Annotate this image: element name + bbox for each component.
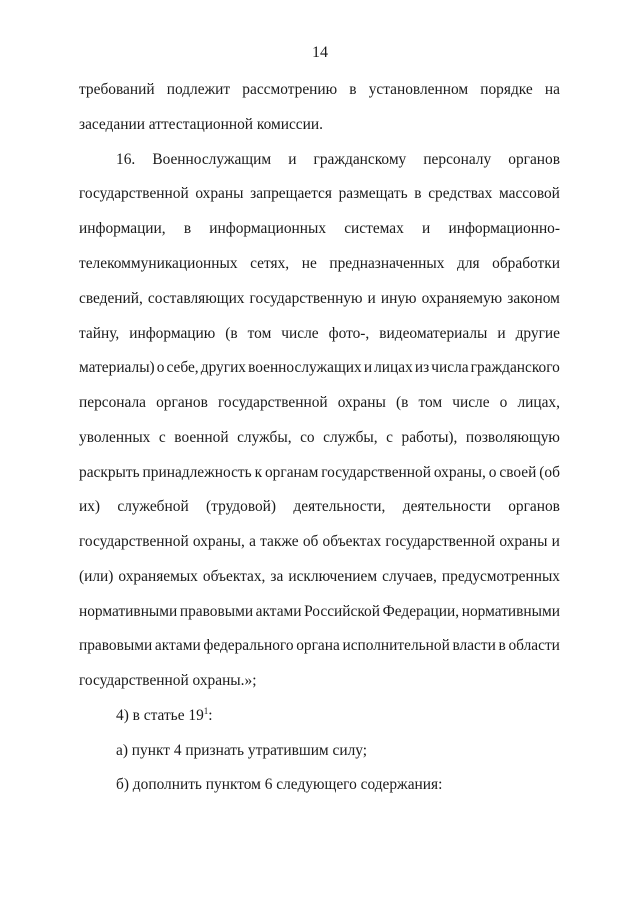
word: лицах, bbox=[517, 394, 560, 411]
text-line bbox=[79, 428, 560, 448]
word: службы, bbox=[237, 429, 292, 446]
word: сетях, bbox=[250, 255, 290, 272]
word: объектах, bbox=[202, 568, 266, 585]
word: государственной bbox=[385, 533, 496, 550]
text-line bbox=[79, 184, 560, 204]
word: службы, bbox=[323, 429, 378, 446]
text-line: государственной охраны.»; bbox=[79, 672, 257, 689]
superscript: 1 bbox=[203, 706, 209, 716]
word: в bbox=[183, 220, 192, 237]
word: информационных bbox=[209, 220, 327, 237]
word: фото-, bbox=[328, 325, 370, 342]
word: за bbox=[270, 568, 284, 585]
word: иную bbox=[380, 290, 417, 307]
text-line bbox=[116, 150, 560, 170]
word: (или) bbox=[79, 568, 114, 585]
list-item-4-text: 4) в статье 19 bbox=[116, 707, 204, 724]
word: со bbox=[300, 429, 315, 446]
text-line bbox=[79, 636, 560, 656]
text-line bbox=[79, 567, 560, 587]
word: персонала bbox=[79, 394, 147, 411]
word: принадлежность bbox=[142, 464, 252, 481]
text-line bbox=[79, 497, 560, 517]
word: и bbox=[497, 325, 506, 342]
word: для bbox=[456, 255, 480, 272]
word: исключением bbox=[288, 568, 378, 585]
word: государственной bbox=[321, 464, 431, 481]
word: государственной bbox=[217, 394, 328, 411]
word: государственную bbox=[249, 290, 363, 307]
word: тайну, bbox=[79, 325, 120, 342]
list-item-b: б) дополнить пунктом 6 следующего содержания: bbox=[116, 776, 443, 793]
word: в bbox=[349, 81, 357, 98]
word: органа bbox=[296, 637, 340, 654]
text-line: заседании аттестационной комиссии. bbox=[79, 116, 323, 133]
word: исполнительной bbox=[342, 637, 450, 654]
word: органов bbox=[156, 394, 208, 411]
word: предназначенных bbox=[329, 255, 445, 272]
word: не bbox=[301, 255, 317, 272]
word: других bbox=[200, 359, 246, 376]
text-line bbox=[79, 602, 560, 622]
word: о bbox=[488, 464, 497, 481]
word: с bbox=[386, 429, 393, 446]
word: также bbox=[260, 533, 299, 550]
word: средствах bbox=[428, 185, 493, 202]
word: работы), bbox=[401, 429, 458, 446]
word: информации, bbox=[79, 220, 166, 237]
word: лицах bbox=[374, 359, 413, 376]
word: охраны, bbox=[433, 464, 486, 481]
word: раскрыть bbox=[79, 464, 140, 481]
word: числе bbox=[452, 394, 490, 411]
word: и bbox=[367, 290, 376, 307]
word: позволяющую bbox=[465, 429, 560, 446]
word: гражданскому bbox=[313, 151, 407, 168]
word: и bbox=[288, 151, 297, 168]
word: случаев, bbox=[382, 568, 437, 585]
word: Российской bbox=[304, 603, 380, 620]
text-line bbox=[79, 393, 560, 413]
word: установленном bbox=[368, 81, 469, 98]
word: охраны bbox=[195, 185, 244, 202]
word: деятельности, bbox=[293, 498, 386, 515]
word: органам bbox=[264, 464, 319, 481]
word: числе bbox=[281, 325, 319, 342]
word: порядке bbox=[480, 81, 533, 98]
word: деятельности bbox=[402, 498, 491, 515]
word: числа bbox=[431, 359, 469, 376]
text-line bbox=[79, 219, 560, 239]
word: том bbox=[247, 325, 272, 342]
word: другие bbox=[515, 325, 560, 342]
word: военной bbox=[174, 429, 229, 446]
word: служебной bbox=[117, 498, 189, 515]
text-line bbox=[79, 324, 560, 344]
word: к bbox=[254, 464, 263, 481]
word: том bbox=[418, 394, 443, 411]
list-item-a: а) пункт 4 признать утратившим силу; bbox=[116, 742, 368, 759]
text-line bbox=[79, 80, 560, 100]
word: государственной bbox=[79, 185, 189, 202]
word: законом bbox=[507, 290, 560, 307]
word: и bbox=[363, 359, 373, 376]
word: (трудовой) bbox=[206, 498, 277, 515]
word: федерального bbox=[203, 637, 294, 654]
word: охраны, bbox=[192, 533, 245, 550]
word: (в bbox=[225, 325, 238, 342]
word: в bbox=[498, 637, 506, 654]
list-item-4-suffix: : bbox=[208, 707, 213, 724]
word: массовой bbox=[499, 185, 560, 202]
word: охраняемых bbox=[118, 568, 198, 585]
word: предусмотренных bbox=[441, 568, 560, 585]
word: рассмотрению bbox=[242, 81, 338, 98]
text-line bbox=[79, 532, 560, 552]
text-line bbox=[79, 289, 560, 309]
word: (об bbox=[539, 464, 560, 481]
word: охраны bbox=[499, 533, 548, 550]
word: с bbox=[158, 429, 166, 446]
word: об bbox=[302, 533, 319, 550]
word: материалы) bbox=[79, 359, 155, 376]
page-number: 14 bbox=[312, 44, 328, 61]
word: охраны bbox=[337, 394, 386, 411]
word: сведений, bbox=[79, 290, 143, 307]
word: органов bbox=[508, 498, 560, 515]
word: нормативными bbox=[461, 603, 560, 620]
word: на bbox=[544, 81, 560, 98]
word: Федерации, bbox=[382, 603, 460, 620]
word: в bbox=[414, 185, 422, 202]
word: обработки bbox=[492, 255, 560, 272]
word: себе, bbox=[166, 359, 199, 376]
word: власти bbox=[452, 637, 496, 654]
word: запрещается bbox=[250, 185, 332, 202]
word: из bbox=[414, 359, 430, 376]
word: видеоматериалы bbox=[379, 325, 488, 342]
text-line bbox=[79, 463, 560, 483]
word: органов bbox=[508, 151, 560, 168]
word: а bbox=[249, 533, 256, 550]
word: военнослужащих bbox=[248, 359, 362, 376]
word: правовыми bbox=[79, 637, 153, 654]
word: составляющих bbox=[147, 290, 245, 307]
word: о bbox=[156, 359, 165, 376]
word: требований bbox=[79, 81, 155, 98]
word: уволенных bbox=[79, 429, 151, 446]
word: персоналу bbox=[423, 151, 492, 168]
word: Военнослужащим bbox=[152, 151, 272, 168]
word: телекоммуникационных bbox=[79, 255, 238, 272]
word: и bbox=[422, 220, 431, 237]
word: государственной bbox=[79, 533, 189, 550]
word: нормативными bbox=[79, 603, 178, 620]
word: информацию bbox=[129, 325, 216, 342]
word: актами bbox=[255, 603, 302, 620]
word: 16. bbox=[116, 151, 136, 168]
word: своей bbox=[499, 464, 537, 481]
list-item-4 bbox=[116, 706, 560, 726]
word: информационно- bbox=[448, 220, 560, 237]
word: (в bbox=[395, 394, 409, 411]
word: правовыми bbox=[179, 603, 254, 620]
text-line bbox=[79, 358, 560, 378]
word: гражданского bbox=[470, 359, 560, 376]
word: размещать bbox=[338, 185, 408, 202]
word: области bbox=[508, 637, 560, 654]
word: системах bbox=[344, 220, 404, 237]
word: о bbox=[499, 394, 508, 411]
word: и bbox=[551, 533, 560, 550]
word: охраняемую bbox=[421, 290, 503, 307]
word: подлежит bbox=[166, 81, 231, 98]
text-line bbox=[79, 254, 560, 274]
word: актами bbox=[154, 637, 201, 654]
word: их) bbox=[79, 498, 101, 515]
word: объектах bbox=[322, 533, 382, 550]
